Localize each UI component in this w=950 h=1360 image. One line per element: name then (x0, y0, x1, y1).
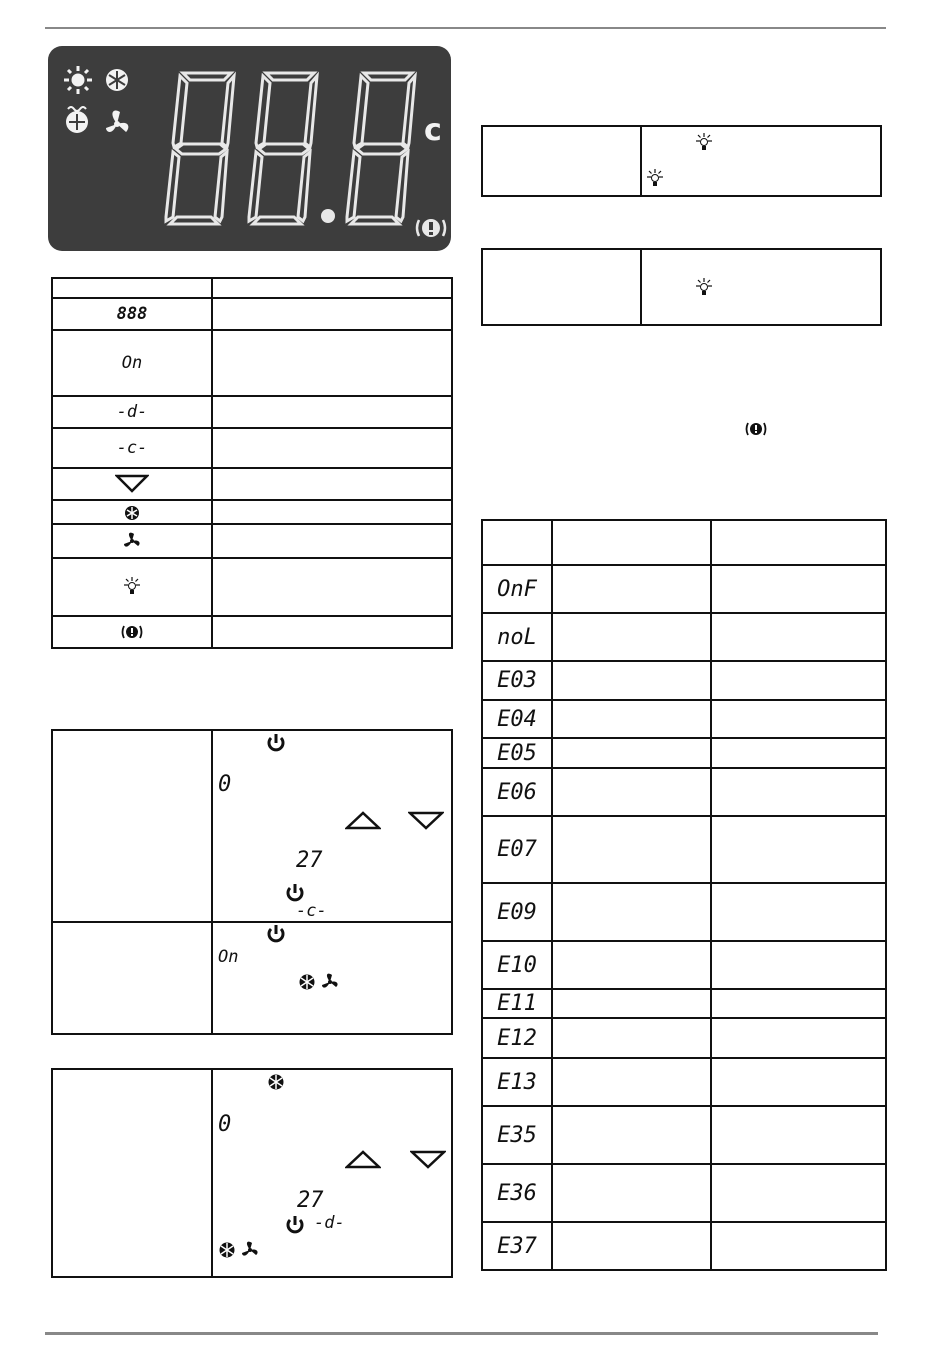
power-icon (284, 883, 306, 903)
light-icon (693, 277, 715, 299)
error-code: E07 (497, 837, 537, 862)
down-arrow-icon (115, 474, 149, 494)
down-arrow-icon (408, 810, 444, 832)
light-icon (693, 132, 715, 154)
error-code: OnF (497, 576, 537, 602)
top-rule (45, 27, 886, 29)
error-code: E06 (497, 779, 537, 805)
legend-table (51, 277, 453, 649)
value-on: On (218, 947, 239, 967)
error-code: E09 (497, 899, 537, 925)
snowflake-icon (266, 1072, 286, 1092)
light-table-2 (481, 248, 882, 326)
error-code: E03 (497, 668, 537, 693)
controller-display (48, 46, 451, 251)
up-arrow-icon (345, 810, 381, 832)
light-icon (644, 168, 666, 190)
error-code: E36 (497, 1180, 537, 1206)
decimal-point (321, 209, 335, 223)
legend-symbol: On (121, 353, 143, 373)
fan-icon (320, 972, 340, 992)
value-zero: 0 (218, 772, 232, 797)
value-27: 27 (297, 1188, 324, 1213)
power-icon (265, 733, 287, 753)
power-icon (265, 924, 287, 944)
error-code: E11 (497, 991, 537, 1016)
error-code: E05 (497, 740, 537, 766)
error-code: E04 (497, 706, 537, 732)
error-code: E12 (497, 1025, 537, 1051)
legend-symbol: 888 (116, 304, 148, 324)
error-code-table (481, 519, 887, 1271)
fan-icon (122, 531, 142, 551)
value-zero: 0 (218, 1112, 232, 1137)
sun-icon (64, 66, 92, 94)
error-code: noL (497, 624, 537, 650)
display-unit: c (424, 113, 442, 148)
light-table-1 (481, 125, 882, 197)
digit-segments (166, 73, 415, 224)
procedure-table-1 (51, 729, 453, 1035)
alarm-icon (744, 419, 768, 439)
defrost-icon (66, 107, 88, 133)
snowflake-icon (297, 972, 317, 992)
alarm-icon (417, 219, 445, 237)
value-27: 27 (296, 848, 323, 873)
value-d: -d- (314, 1213, 345, 1233)
down-arrow-icon (410, 1149, 446, 1171)
fan-icon (240, 1240, 260, 1260)
error-code: E35 (497, 1122, 537, 1148)
bottom-rule (45, 1332, 878, 1335)
legend-symbol: -d- (116, 402, 148, 422)
snowflake-icon (123, 504, 141, 522)
power-icon (284, 1215, 306, 1235)
display-icons (48, 46, 451, 251)
fan-icon (106, 111, 128, 133)
light-icon (121, 576, 143, 598)
error-code: E37 (497, 1233, 537, 1259)
legend-symbol: -c- (116, 438, 148, 458)
snowflake-icon (217, 1240, 237, 1260)
alarm-icon (120, 622, 144, 642)
value-c: -c- (296, 901, 327, 921)
up-arrow-icon (345, 1149, 381, 1171)
snowflake-icon (106, 69, 128, 91)
error-code: E10 (497, 952, 537, 978)
error-code: E13 (497, 1069, 537, 1095)
